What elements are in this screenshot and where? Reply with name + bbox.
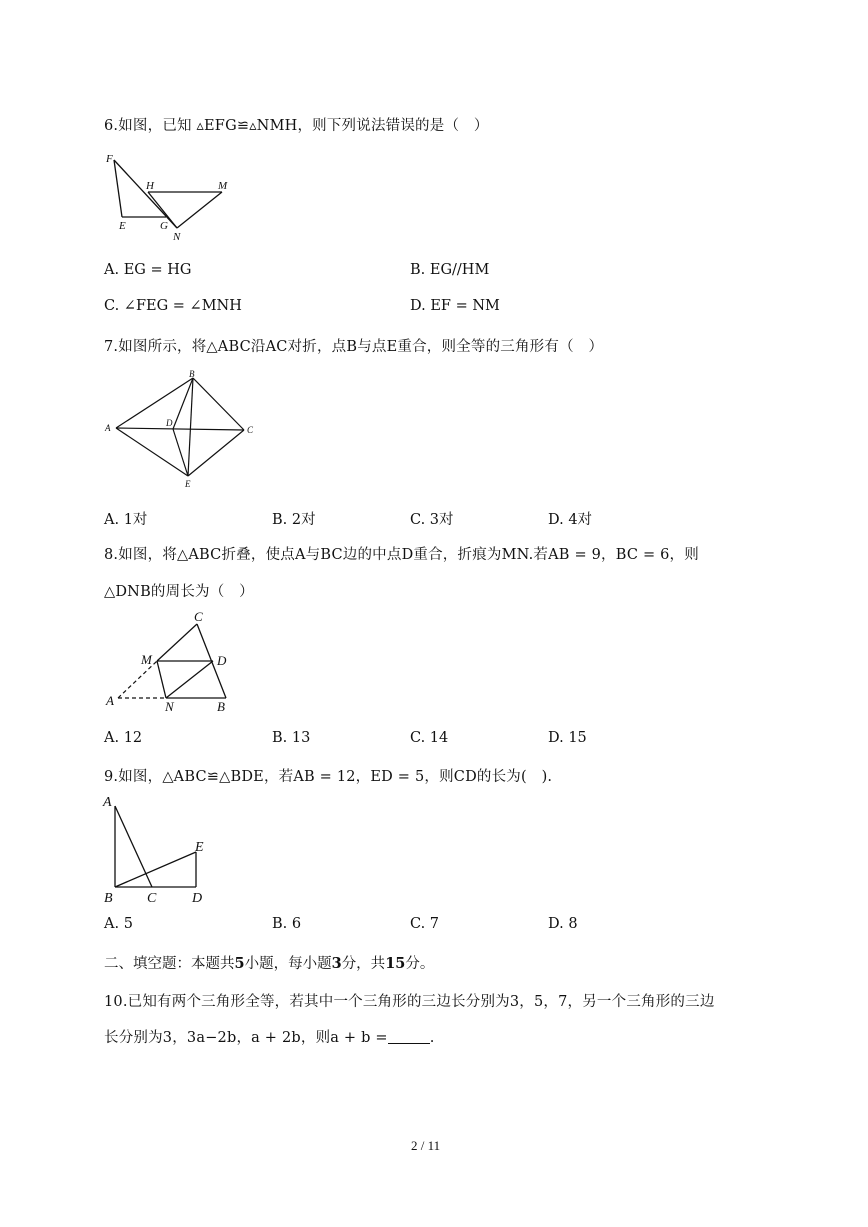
section-heading: 二、填空题：本题共5小题，每小题3分，共15分。 [104, 955, 435, 972]
q8-label-A: A [106, 693, 114, 708]
q9-label-D: D [192, 891, 203, 906]
q6-label-G: G [160, 220, 168, 232]
q10-line2: 长分别为3，3a−2b，a + 2b，则a + b = . [104, 1030, 435, 1046]
q7-label-A: A [105, 423, 111, 433]
q8-stem-line2: △DNB的周长为（ ） [104, 584, 254, 600]
q6-label-E: E [119, 220, 126, 232]
q9-label-E: E [195, 840, 204, 855]
q8-label-M: M [141, 652, 152, 667]
q10-answer-blank[interactable] [388, 1031, 430, 1044]
q8-option-c: C. 14 [410, 730, 449, 746]
q10-line1: 10.已知有两个三角形全等，若其中一个三角形的三边长分别为3，5，7，另一个三角形的三边 [104, 994, 715, 1010]
q6-stem: 6.如图，已知 ▵EFG≌▵NMH，则下列说法错误的是（ ） [104, 118, 489, 134]
q8-option-b: B. 13 [272, 730, 311, 746]
q8-option-d: D. 15 [548, 730, 587, 746]
q9-label-A: A [103, 795, 112, 810]
q8-label-D: D [217, 653, 227, 668]
q8-label-B: B [217, 699, 225, 714]
q8-figure [100, 608, 250, 718]
q8-option-a: A. 12 [104, 730, 143, 746]
q7-option-b: B. 2对 [272, 512, 316, 528]
q6-option-b: B. EG//HM [410, 262, 490, 278]
q7-figure [100, 368, 270, 493]
page-number: 2 / 11 [411, 1138, 441, 1153]
q9-option-c: C. 7 [410, 916, 440, 932]
q9-stem: 9.如图，△ABC≌△BDE，若AB = 12，ED = 5，则CD的长为( ). [104, 769, 553, 785]
q8-label-N: N [165, 699, 174, 714]
q6-label-M: M [218, 180, 228, 192]
q6-label-N: N [173, 231, 181, 243]
q6-label-H: H [146, 180, 154, 192]
q6-label-F: F [106, 153, 113, 165]
q7-label-E: E [185, 479, 191, 489]
q8-label-C: C [194, 609, 203, 624]
q9-figure [100, 790, 230, 910]
q7-label-C: C [247, 425, 254, 435]
q6-option-a: A. EG = HG [104, 262, 192, 278]
q9-option-b: B. 6 [272, 916, 302, 932]
q7-option-a: A. 1对 [104, 512, 148, 528]
q9-label-C: C [147, 891, 157, 906]
q7-option-c: C. 3对 [410, 512, 454, 528]
q7-option-d: D. 4对 [548, 512, 593, 528]
q9-option-a: A. 5 [104, 916, 133, 932]
q6-option-d: D. EF = NM [410, 298, 500, 314]
q9-label-B: B [104, 891, 113, 906]
q6-option-c: C. ∠FEG = ∠MNH [104, 298, 242, 314]
q6-figure [100, 150, 240, 245]
q9-option-d: D. 8 [548, 916, 578, 932]
q7-label-D: D [166, 418, 173, 428]
q7-label-B: B [189, 369, 195, 379]
q8-stem-line1: 8.如图，将△ABC折叠，使点A与BC边的中点D重合，折痕为MN.若AB = 9，BC = 6，则 [104, 547, 699, 563]
q7-stem: 7.如图所示，将△ABC沿AC对折，点B与点E重合，则全等的三角形有（ ） [104, 339, 604, 355]
